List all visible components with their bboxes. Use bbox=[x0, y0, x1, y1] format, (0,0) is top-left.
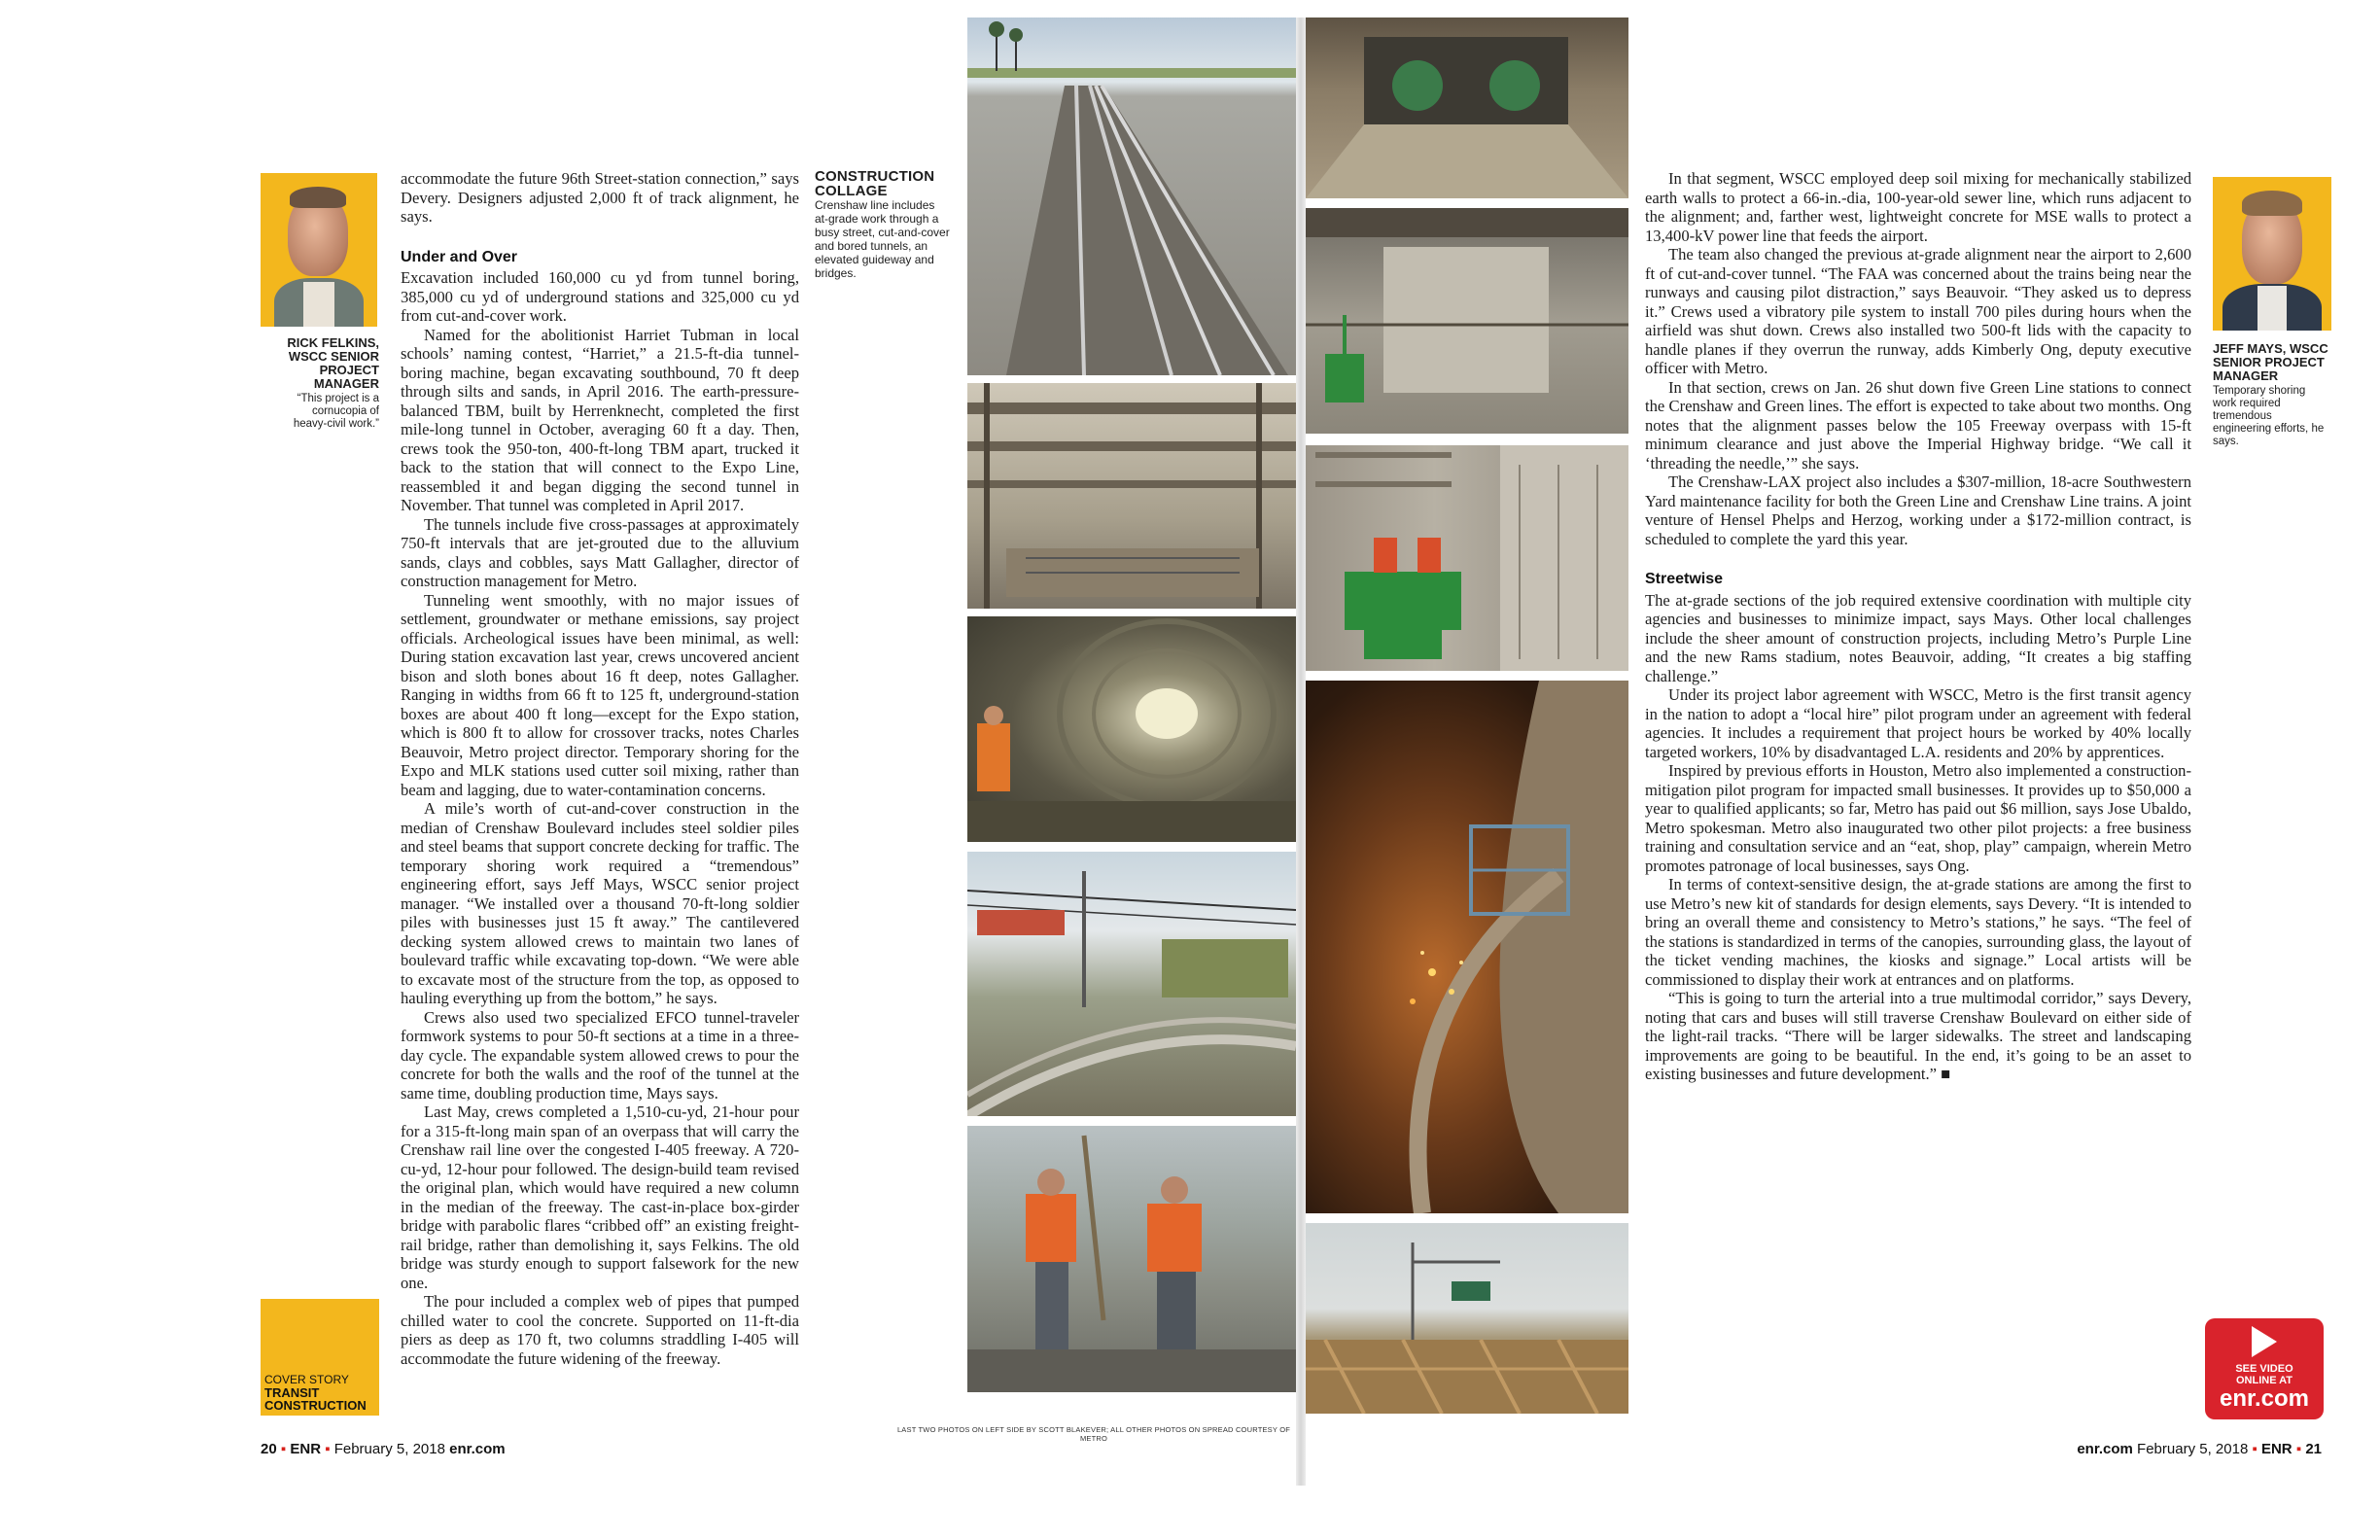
jeff-mays-caption bbox=[2213, 342, 2339, 448]
photo-street-catenary bbox=[967, 852, 1296, 1116]
paragraph: Under its project labor agreement with WSCC, Metro is the first transit agency in the nation to adopt a “local hire” pilot program under an agreement with federal agencies. It includes a requirement that project hours be worked by 40% locally targeted workers, 10% by disadvantaged L.A. residents and 20% by apprentices. bbox=[1645, 685, 2191, 761]
page-number: 21 bbox=[2305, 1441, 2322, 1457]
photo-street-construction bbox=[1306, 1223, 1628, 1414]
person-name: JEFF MAYS, WSCC bbox=[2213, 341, 2328, 356]
person-title: SENIOR PROJECT bbox=[2213, 355, 2325, 369]
person-quote: “This project is a cornucopia of heavy-civil work.” bbox=[293, 393, 379, 430]
play-icon bbox=[2252, 1326, 2277, 1357]
site-link: enr.com bbox=[449, 1441, 506, 1457]
cover-tag-line: CONSTRUCTION bbox=[264, 1398, 367, 1413]
paragraph: The at-grade sections of the job required extensive coordination with multiple city agencies and businesses to minimize impact, says Mays. Other local challenges include the sheer amount of construction projects, including Metro’s Purple Line and the new Rams stadium, notes Beauvoir, adding, “It creates a big staffing challenge.” bbox=[1645, 590, 2191, 685]
photo-bored-tunnel-art bbox=[967, 616, 1296, 842]
rick-felkins-caption bbox=[262, 336, 379, 431]
issue-date: February 5, 2018 bbox=[2137, 1441, 2249, 1457]
paragraph: Tunneling went smoothly, with no major issues of settlement, groundwater or methane emissions, say project officials. Archeological issues have been minimal, as well: During station excavation last year, crews uncovered ancient bison and sloth bones about 16 ft deep, notes Gallagher. Ranging in widths from 66 ft to 125 ft, underground-station boxes are about 400 ft long—except for the Expo station, which is 800 ft to allow for crossover tracks, notes Charles Beauvoir, Metro project director. Temporary shoring for the Expo and MLK stations used cutter soil mixing, rather than beam and lagging, due to water-contamination concerns. bbox=[401, 590, 799, 799]
magazine-name: ENR bbox=[290, 1441, 322, 1457]
photo-welding-sparks bbox=[1306, 681, 1628, 1213]
paragraph: Named for the abolitionist Harriet Tubman in local schools’ naming contest, “Harriet,” a 21.5-ft-dia tunnel-boring machine, began excavating southbound, 70 ft deep through silts and sands, in April 2016. The earth-pressure-balanced TBM, built by Herrenknecht, completed the first mile-long tunnel in October, averaging 60 ft a day. Then, crews took the 950-ton, 400-ft-long TBM apart, trucked it back to the station that will connect to the Expo Line, reassembled it and began digging the second tunnel in November. That tunnel was completed in April 2017. bbox=[401, 325, 799, 514]
photo-street-catenary-art bbox=[967, 852, 1296, 1116]
photo-street-construction-art bbox=[1306, 1223, 1628, 1414]
photo-track-workers bbox=[967, 1126, 1296, 1392]
photo-credit: LAST TWO PHOTOS ON LEFT SIDE BY SCOTT BLAKEVER; ALL OTHER PHOTOS ON SPREAD COURTESY OF METRO bbox=[896, 1425, 1291, 1443]
page-number: 20 bbox=[261, 1441, 277, 1457]
paragraph: The team also changed the previous at-grade alignment near the airport to 2,600 ft of cut-and-cover tunnel. “The FAA was concerned about the trains being near the runways and causing pilot distraction,” says Beauvoir. “They asked us to depress it.” Crews used a vibratory pile system to install 700 piles during hours when the airfield was shut down. Crews also installed two 500-ft lids with the capacity to handle planes if they overrun the runway, adds Kimberly Ong, deputy executive officer with Metro. bbox=[1645, 245, 2191, 377]
spread-gutter bbox=[1296, 18, 1306, 1486]
construction-collage-caption bbox=[815, 169, 951, 280]
photo-tunnel-portal bbox=[1306, 18, 1628, 198]
person-quote: Temporary shoring work required tremendous engineering efforts, he says. bbox=[2213, 385, 2325, 447]
photo-cut-and-cover-steel-art bbox=[967, 383, 1296, 609]
cover-tag-line: COVER STORY bbox=[264, 1373, 349, 1386]
video-badge-site: enr.com bbox=[2219, 1385, 2310, 1412]
paragraph: Last May, crews completed a 1,510-cu-yd, 21-hour pour for a 315-ft-long main span of an overpass that will carry the Crenshaw rail line over the congested I-405 freeway. A 720-cu-yd, 12-hour pour followed. The design-build team revised the original plan, which would have required a new column in the median of the freeway. The cast-in-place box-girder bridge with parabolic flares “cribbed off” an existing freight-rail bridge, rather than demolishing it, says Felkins. The old bridge was sturdy enough to support falsework for the new one. bbox=[401, 1102, 799, 1292]
photo-track-workers-art bbox=[967, 1126, 1296, 1392]
person-title: MANAGER bbox=[313, 376, 379, 391]
photo-at-grade-tracks-art bbox=[967, 18, 1296, 375]
paragraph: In that section, crews on Jan. 26 shut down five Green Line stations to connect the Crenshaw and Green lines. The effort is expected to take about two months. Ong notes that the alignment passes below the 105 Freeway overpass with 15-ft minimum clearance and just above the Imperial Highway bridge. “We call it ‘threading the needle,’” she says. bbox=[1645, 377, 2191, 472]
paragraph: Inspired by previous efforts in Houston, Metro also implemented a construction-mitigation pilot program for impacted small businesses. It provides up to $50,000 a year to qualified applicants; so far, Metro has paid out $6 million, says Jose Ubaldo, Metro spokesman. Metro also inaugurated two other pilot projects: a free business training and consultation service and an “eat, shop, play” campaign, wherein Metro promotes patronage of local businesses, says Ong. bbox=[1645, 761, 2191, 875]
video-badge-line: ONLINE AT bbox=[2235, 1375, 2293, 1386]
left-page-footer: 20 ▪ ENR ▪ February 5, 2018 enr.com bbox=[261, 1441, 506, 1457]
person-name: RICK FELKINS, bbox=[287, 335, 379, 350]
issue-date: February 5, 2018 bbox=[333, 1441, 445, 1457]
jeff-mays-headshot bbox=[2213, 177, 2331, 331]
paragraph: A mile’s worth of cut-and-cover construction in the median of Crenshaw Boulevard includes steel soldier piles and steel beams that support concrete decking for traffic. The temporary shoring work required a “tremendous” engineering effort, says Jeff Mays, WSCC senior project manager. “We installed over a thousand 70-ft-long soldier piles with businesses just 15 ft away.” The cantilevered decking system allowed crews to maintain two lanes of boulevard traffic while excavating top-down. “We were able to excavate most of the structure from the top, as opposed to hauling everything up from the bottom,” he says. bbox=[401, 799, 799, 1007]
video-badge-line: SEE VIDEO bbox=[2235, 1363, 2293, 1375]
photo-station-box bbox=[1306, 208, 1628, 434]
photo-tunnel-portal-art bbox=[1306, 18, 1628, 198]
person-title: PROJECT bbox=[319, 363, 379, 377]
paragraph: The Crenshaw-LAX project also includes a $307-million, 18-acre Southwestern Yard maintenance facility for both the Green Line and Crenshaw Line trains. A joint venture of Hensel Phelps and Herzog, working under a $172-million contract, is scheduled to complete the yard this year. bbox=[1645, 472, 2191, 548]
paragraph: Excavation included 160,000 cu yd from tunnel boring, 385,000 cu yd of underground stations and 325,000 cu yd from cut-and-cover work. bbox=[401, 268, 799, 325]
caption-body: Crenshaw line includes at-grade work through a busy street, cut-and-cover and bored tunnels, an elevated guideway and bridges. bbox=[815, 198, 950, 280]
photo-bored-tunnel bbox=[967, 616, 1296, 842]
caption-title: CONSTRUCTION bbox=[815, 168, 935, 185]
photo-welding-sparks-art bbox=[1306, 681, 1628, 1213]
rick-felkins-headshot bbox=[261, 173, 377, 327]
subhead-under-and-over: Under and Over bbox=[401, 248, 518, 265]
paragraph: accommodate the future 96th Street-station connection,” says Devery. Designers adjusted 2,000 ft of track alignment, he says. bbox=[401, 169, 799, 226]
left-article-column bbox=[401, 169, 799, 1368]
person-title: WSCC SENIOR bbox=[288, 349, 379, 364]
cover-tag-line: TRANSIT bbox=[264, 1385, 320, 1400]
right-page-footer: enr.com February 5, 2018 ▪ ENR ▪ 21 bbox=[2077, 1441, 2322, 1457]
paragraph: In that segment, WSCC employed deep soil mixing for mechanically stabilized earth walls to protect a 66-in.-dia, 100-year-old sewer line, which runs adjacent to the alignment; and, farther west, lightweight concrete for MSE walls to protect a 13,400-kV power line that feeds the airport. bbox=[1645, 169, 2191, 245]
paragraph: In terms of context-sensitive design, the at-grade stations are among the first to use Metro’s new kit of standards for design elements, says Devery. “It is intended to bring an overall theme and consistency to Metro’s stations,” he says. “The feel of the stations is standardized in terms of the canopies, surrounding glass, the layout of the ticket vending machines, the kiosks and signage.” Local artists will be commissioned to display their work at entrances and on platforms. bbox=[1645, 875, 2191, 989]
photo-aerial-lift-workers-art bbox=[1306, 445, 1628, 671]
magazine-name: ENR bbox=[2260, 1441, 2292, 1457]
paragraph: “This is going to turn the arterial into a true multimodal corridor,” says Devery, noting that cars and buses will still traverse Crenshaw Boulevard on either side of the light-rail tracks. “There will be larger sidewalks. The street and landscaping improvements are going to be beautiful. In the end, it’s going to be an asset to existing businesses and future development.” ■ bbox=[1645, 989, 2191, 1083]
photo-aerial-lift-workers bbox=[1306, 445, 1628, 671]
person-title: MANAGER bbox=[2213, 368, 2279, 383]
caption-title: COLLAGE bbox=[815, 183, 888, 199]
site-link: enr.com bbox=[2077, 1441, 2133, 1457]
cover-story-tag bbox=[261, 1299, 379, 1416]
see-video-badge[interactable] bbox=[2205, 1318, 2324, 1419]
right-article-column bbox=[1645, 169, 2191, 1084]
paragraph: The tunnels include five cross-passages at approximately 750-ft intervals that are jet-grouted due to the alluvium sands, clays and cobbles, says Matt Gallagher, director of construction management for Metro. bbox=[401, 514, 799, 590]
photo-cut-and-cover-steel bbox=[967, 383, 1296, 609]
photo-at-grade-tracks bbox=[967, 18, 1296, 375]
paragraph: The pour included a complex web of pipes that pumped chilled water to cool the concrete. Supported on 11-ft-dia piers as deep as 170 ft, two columns straddling I-405 will accommodate the future widening of the freeway. bbox=[401, 1292, 799, 1368]
paragraph: Crews also used two specialized EFCO tunnel-traveler formwork systems to pour 50-ft sections at a time in a three-day cycle. The expandable system allowed crews to pour the concrete for both the walls and the roof of the tunnel at the same time, doubling production time, Mays says. bbox=[401, 1007, 799, 1102]
photo-station-box-art bbox=[1306, 208, 1628, 434]
subhead-streetwise: Streetwise bbox=[1645, 571, 1724, 587]
